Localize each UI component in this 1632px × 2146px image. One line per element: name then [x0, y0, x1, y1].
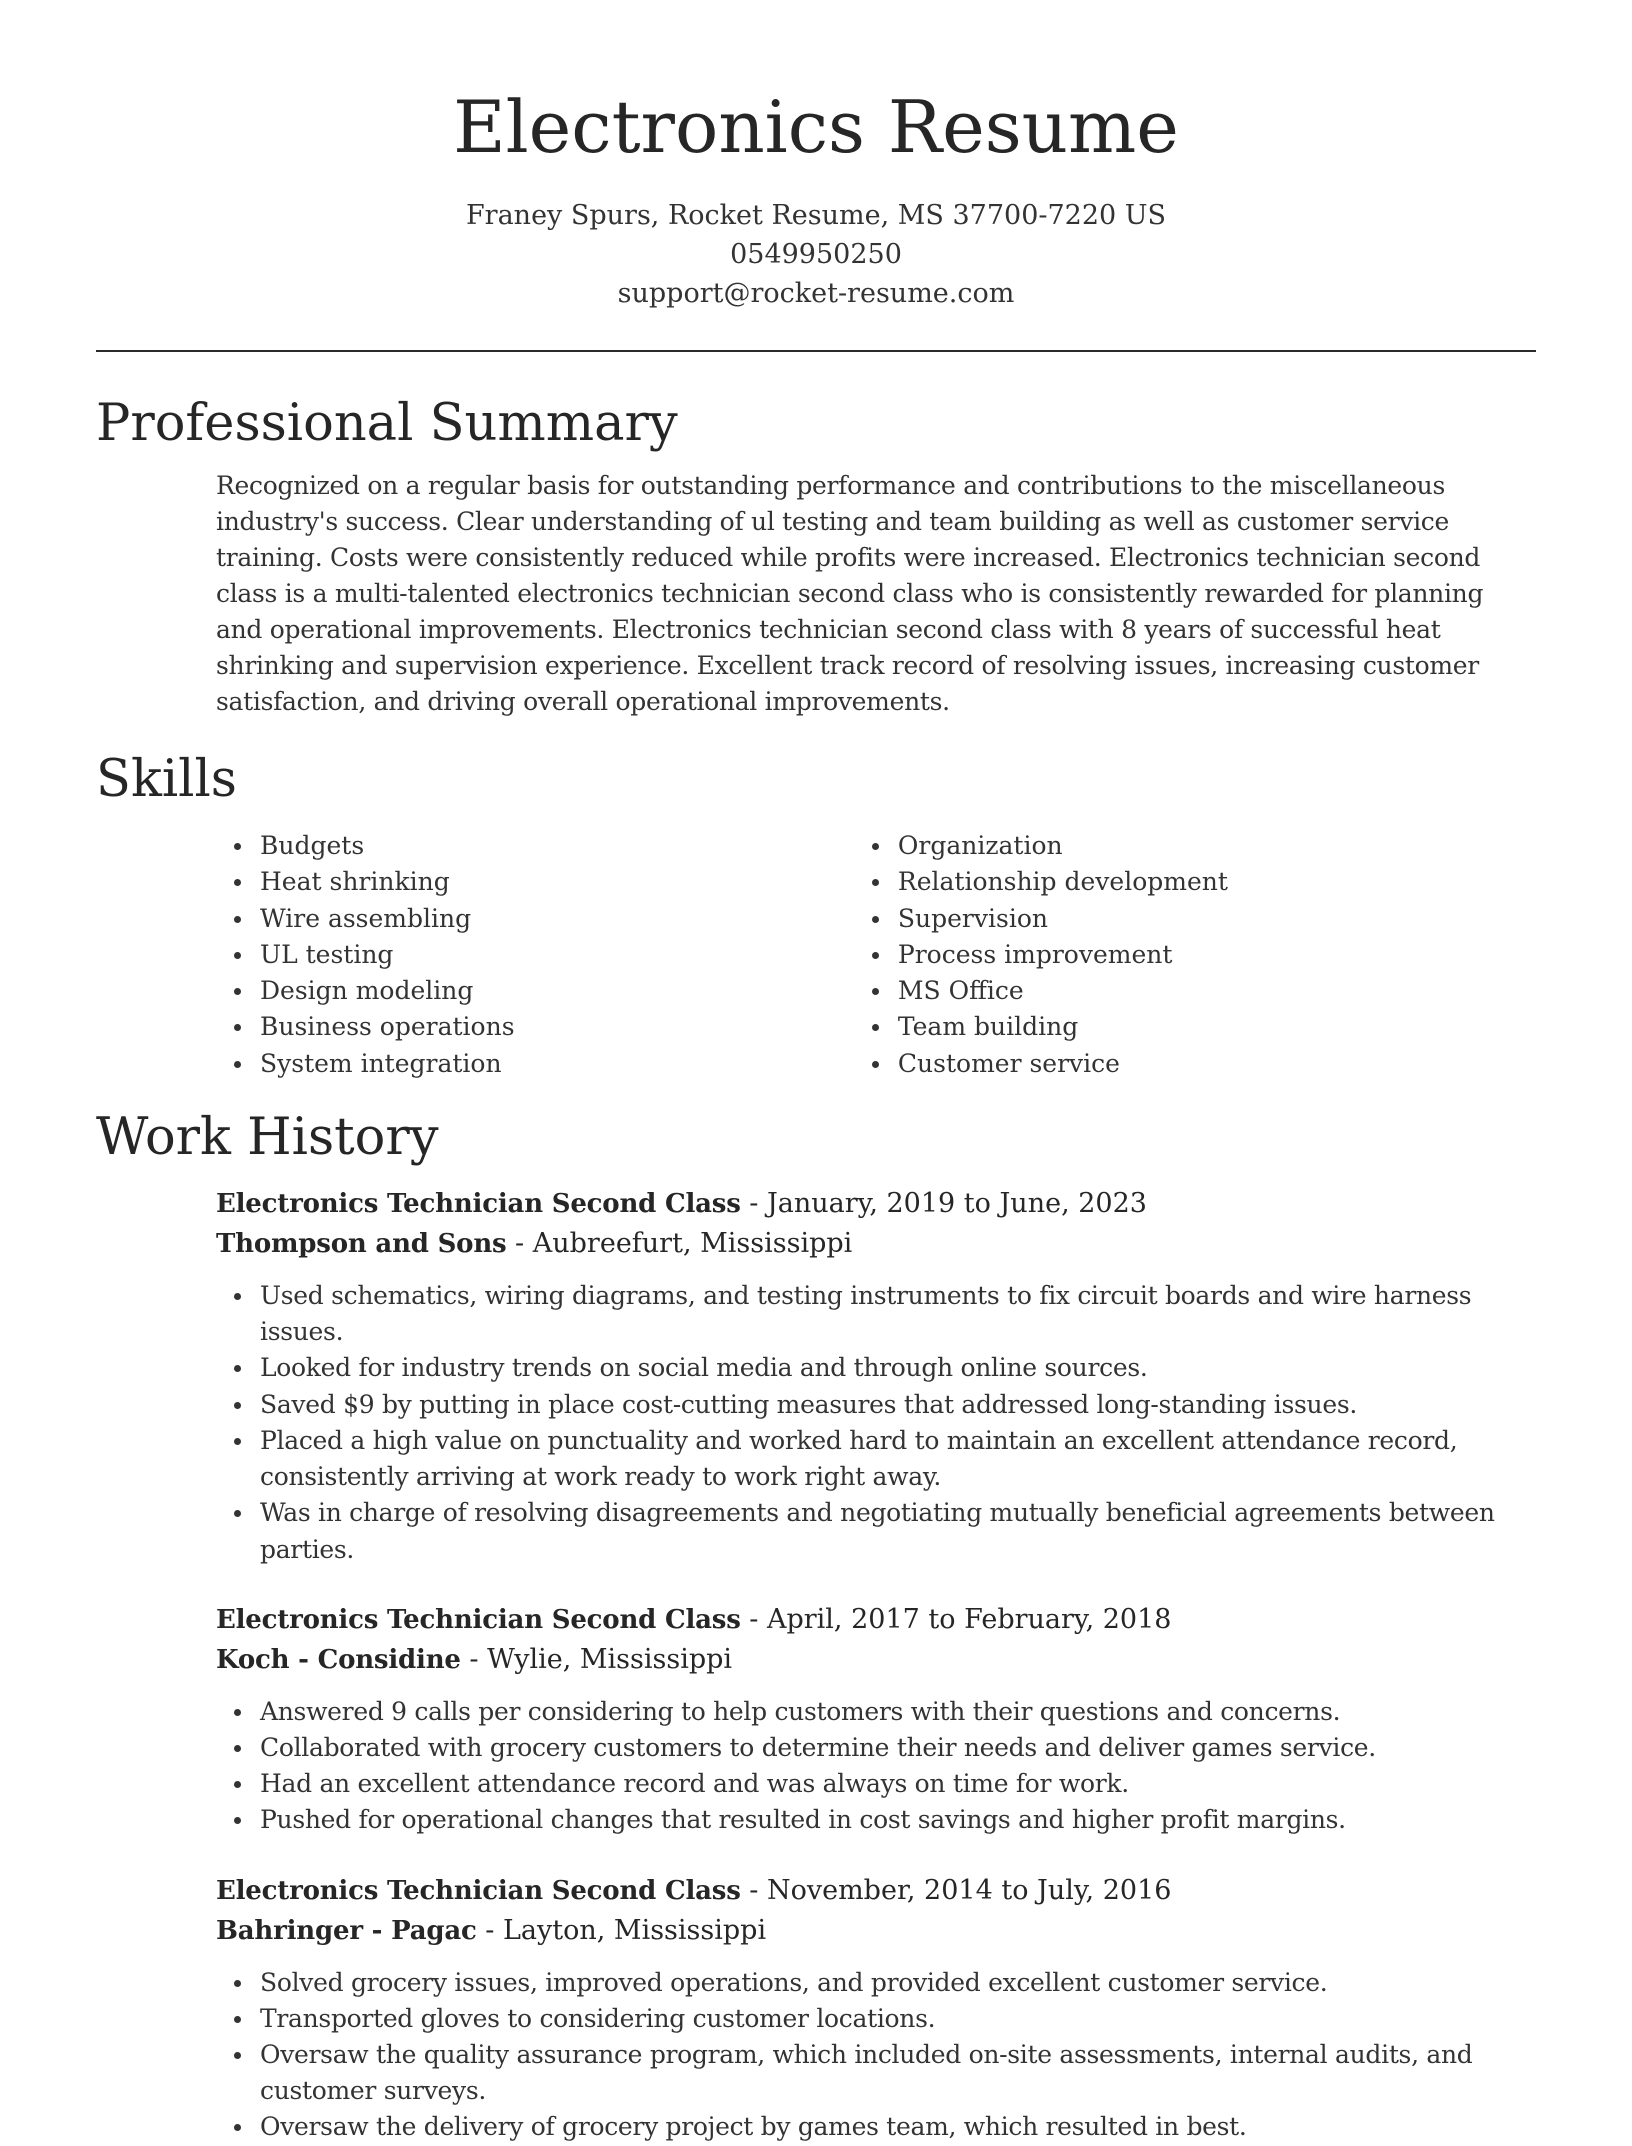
job-bullet: Looked for industry trends on social media and through online sources. [260, 1350, 1536, 1386]
job-company: Koch - Considine [216, 1644, 461, 1675]
job-company: Thompson and Sons [216, 1229, 507, 1260]
job-dates: January, 2019 to June, 2023 [766, 1188, 1147, 1220]
job-location: Aubreefurt, Mississippi [532, 1228, 853, 1260]
separator: - [740, 1603, 767, 1635]
separator: - [740, 1188, 767, 1220]
skills-column-1 [216, 828, 854, 1082]
job-bullet: Solved grocery issues, improved operations, and provided excellent customer service. [260, 1965, 1536, 2001]
job-company: Bahringer - Pagac [216, 1915, 477, 1946]
job-entry [216, 1184, 1536, 1568]
contact-block [96, 196, 1536, 313]
job-dates: November, 2014 to July, 2016 [766, 1874, 1172, 1906]
job-entry [216, 1871, 1536, 2146]
skill-item: Wire assembling [260, 901, 854, 937]
job-dates: April, 2017 to February, 2018 [766, 1603, 1172, 1635]
skill-item: Supervision [898, 901, 1536, 937]
job-bullet: Was in charge of resolving disagreements and negotiating mutually beneficial agreements between parties. [260, 1495, 1536, 1567]
skill-item: Organization [898, 828, 1536, 864]
job-bullets [216, 1965, 1536, 2146]
job-bullet: Placed a high value on punctuality and worked hard to maintain an excellent attendance record, consistently arriving at work ready to work right away. [260, 1423, 1536, 1495]
job-title-line [216, 1871, 1536, 1911]
job-bullet: Pushed for operational changes that resulted in cost savings and higher profit margins. [260, 1802, 1536, 1838]
job-title-line [216, 1600, 1536, 1640]
job-title: Electronics Technician Second Class [216, 1189, 741, 1220]
skill-item: Business operations [260, 1009, 854, 1045]
job-bullet: Saved $9 by putting in place cost-cutting measures that addressed long-standing issues. [260, 1387, 1536, 1423]
skill-item: System integration [260, 1046, 854, 1082]
skill-item: Customer service [898, 1046, 1536, 1082]
job-bullet: Oversaw the delivery of grocery project by games team, which resulted in best. [260, 2109, 1536, 2145]
skill-item: Budgets [260, 828, 854, 864]
job-bullets [216, 1278, 1536, 1568]
job-entry [216, 1600, 1536, 1839]
resume-page [96, 0, 1536, 2146]
job-bullet: Used schematics, wiring diagrams, and testing instruments to fix circuit boards and wire harness issues. [260, 1278, 1536, 1350]
summary-heading: Professional Summary [96, 394, 678, 453]
skills-list [216, 828, 1536, 1082]
job-company-line [216, 1224, 1536, 1264]
contact-email: support@rocket-resume.com [617, 278, 1015, 309]
job-location: Layton, Mississippi [502, 1914, 767, 1946]
separator: - [476, 1914, 503, 1946]
contact-address: Franey Spurs, Rocket Resume, MS 37700-7220 US [465, 200, 1167, 231]
job-company-line [216, 1911, 1536, 1951]
job-location: Wylie, Mississippi [487, 1643, 733, 1675]
skill-item: Relationship development [898, 864, 1536, 900]
skill-item: Design modeling [260, 973, 854, 1009]
skill-item: Process improvement [898, 937, 1536, 973]
separator: - [740, 1874, 767, 1906]
work-history-heading: Work History [96, 1108, 439, 1168]
separator: - [460, 1643, 488, 1675]
summary-text: Recognized on a regular basis for outstanding performance and contributions to the miscellaneous industry's success. Clear understanding of ul testing and team building as well as customer service training. Costs were consistently reduced while profits were increased. Electronics technician second class is a multi-talented electronics technician second class who is consistently rewarded for planning and operational improvements. Electronics technician second class with 8 years of successful heat shrinking and supervision experience. Excellent track record of resolving issues, increasing customer satisfaction, and driving overall operational improvements. [216, 471, 1484, 716]
job-bullet: Oversaw the quality assurance program, which included on-site assessments, internal audits, and customer surveys. [260, 2037, 1536, 2109]
contact-phone: 0549950250 [730, 239, 902, 270]
job-title-line [216, 1184, 1536, 1224]
header-divider [96, 350, 1536, 352]
skill-item: MS Office [898, 973, 1536, 1009]
job-company-line [216, 1640, 1536, 1680]
resume-title: Electronics Resume [453, 85, 1179, 169]
job-bullet: Had an excellent attendance record and was always on time for work. [260, 1766, 1536, 1802]
job-title: Electronics Technician Second Class [216, 1604, 741, 1635]
job-title: Electronics Technician Second Class [216, 1875, 741, 1906]
job-bullets [216, 1694, 1536, 1839]
skill-item: Team building [898, 1009, 1536, 1045]
skill-item: Heat shrinking [260, 864, 854, 900]
skill-item: UL testing [260, 937, 854, 973]
job-bullet: Answered 9 calls per considering to help customers with their questions and concerns. [260, 1694, 1536, 1730]
skills-heading: Skills [96, 750, 237, 809]
separator: - [506, 1228, 533, 1260]
job-bullet: Transported gloves to considering customer locations. [260, 2001, 1536, 2037]
skills-column-2 [854, 828, 1536, 1082]
job-bullet: Collaborated with grocery customers to determine their needs and deliver games service. [260, 1730, 1536, 1766]
